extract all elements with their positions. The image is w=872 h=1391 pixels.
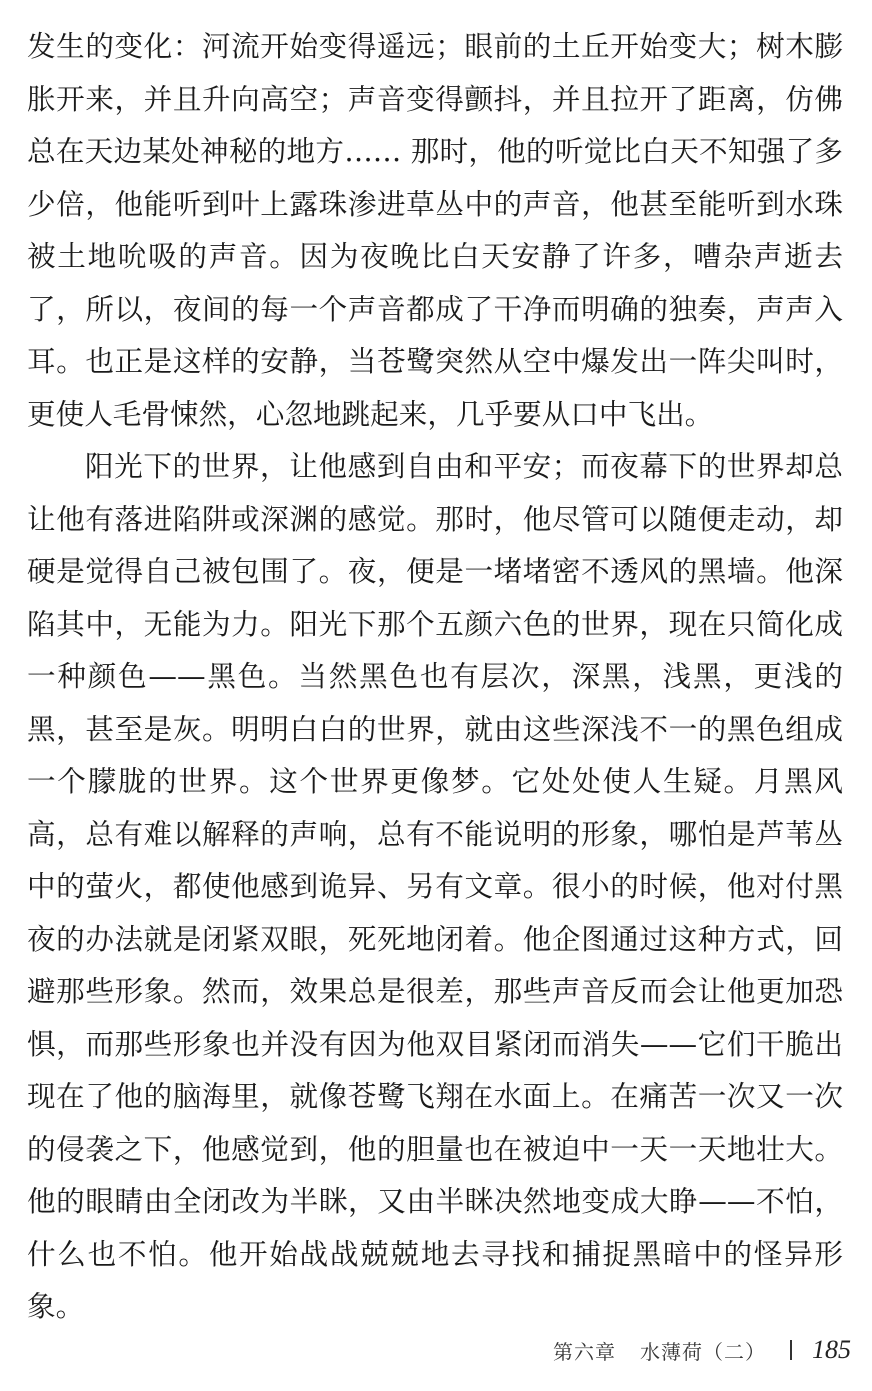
paragraph-1: 发生的变化：河流开始变得遥远；眼前的土丘开始变大；树木膨胀开来，并且升向高空；声音变得颤抖，并且拉开了距离，仿佛总在天边某处神秘的地方…… 那时，他的听觉比白天不知强了多少倍，他能听到叶上露珠渗进草丛中的声音，他甚至能听到水珠被土地吮吸的声音。因为夜晚比白天安静了许多，嘈杂声逝去了，所以，夜间的每一个声音都成了干净而明确的独奏，声声入耳。也正是这样的安静，当苍鹭突然从空中爆发出一阵尖叫时，更使人毛骨悚然，心忽地跳起来，几乎要从口中飞出。 bbox=[27, 29, 843, 431]
page-body bbox=[27, 20, 843, 1333]
footer-divider bbox=[790, 1340, 792, 1360]
paragraph-2: 阳光下的世界，让他感到自由和平安；而夜幕下的世界却总让他有落进陷阱或深渊的感觉。那时，他尽管可以随便走动，却硬是觉得自己被包围了。夜，便是一堵堵密不透风的黑墙。他深陷其中，无能为力。阳光下那个五颜六色的世界，现在只简化成一种颜色——黑色。当然黑色也有层次，深黑，浅黑，更浅的黑，甚至是灰。明明白白的世界，就由这些深浅不一的黑色组成一个朦胧的世界。这个世界更像梦。它处处使人生疑。月黑风高，总有难以解释的声响，总有不能说明的形象，哪怕是芦苇丛中的萤火，都使他感到诡异、另有文章。很小的时候，他对付黑夜的办法就是闭紧双眼，死死地闭着。他企图通过这种方式，回避那些形象。然而，效果总是很差，那些声音反而会让他更加恐惧，而那些形象也并没有因为他双目紧闭而消失——它们干脆出现在了他的脑海里，就像苍鹭飞翔在水面上。在痛苦一次又一次的侵袭之下，他感觉到，他的胆量也在被迫中一天一天地壮大。他的眼睛由全闭改为半眯，又由半眯决然地变成大睁——不怕，什么也不怕。他开始战战兢兢地去寻找和捕捉黑暗中的怪异形象。 bbox=[27, 449, 843, 1323]
section-title: 水薄荷（二） bbox=[640, 1339, 766, 1364]
running-footer bbox=[553, 1332, 851, 1368]
page-number: 185 bbox=[812, 1335, 851, 1364]
chapter-label: 第六章 bbox=[553, 1339, 616, 1364]
